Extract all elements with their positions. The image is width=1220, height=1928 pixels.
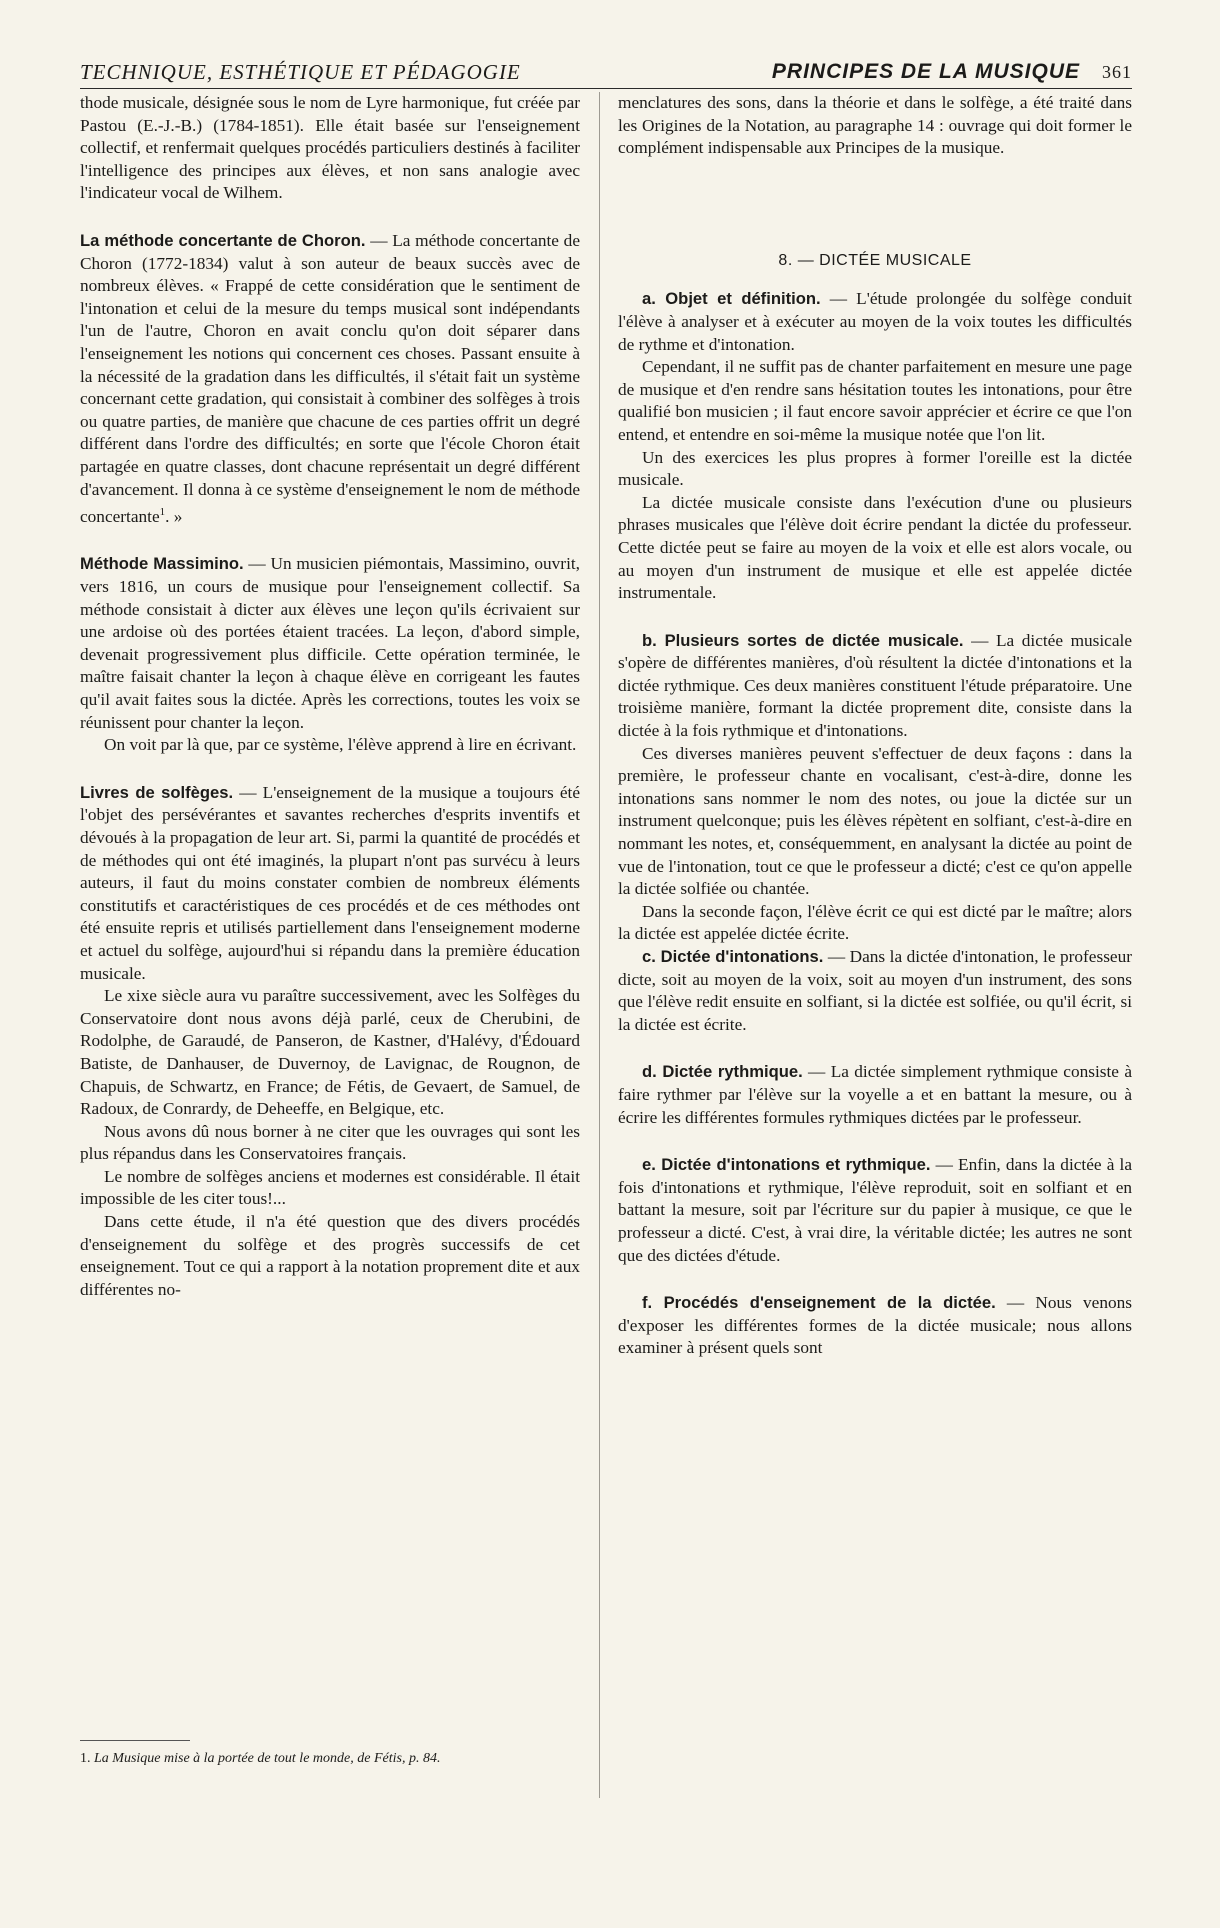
paragraph-exercices: Un des exercices les plus propres à former l'oreille est la dictée musicale. <box>618 447 1132 490</box>
paragraph-intonations-rythmique: e. Dictée d'intonations et rythmique. — Enfin, dans la dictée à la fois d'intonations et rythmique, l'élève reproduit, soit en solfiant et en battant la mesure, soit par l'écriture sur du papier à musique, ce que le professeur a dicté. C'est, à vrai dire, la véritable dictée; les autres ne sont que des dictées d'étude. <box>618 1155 1132 1265</box>
heading-massimino: Méthode Massimino. <box>80 554 244 574</box>
paragraph-nomenclatures: menclatures des sons, dans la théorie et dans le solfège, a été traité dans les Origines de la Notation, au paragraphe 14 : ouvrage qui doit former le complément indispensable aux Principes de la musique. <box>618 93 1132 158</box>
header-left-title: TECHNIQUE, ESTHÉTIQUE ET PÉDAGOGIE <box>80 60 521 84</box>
paragraph-cependant: Cependant, il ne suffit pas de chanter parfaitement en mesure une page de musique et d'en rendre sans hésitation toutes les intonations, pour être qualifié bon musicien ; il faut encore savoir apprécier et écrire ce que l'on entend, et entendre en soi-même la musique notée que l'on lit. <box>618 357 1132 444</box>
paragraph-massimino: Méthode Massimino. — Un musicien piémontais, Massimino, ouvrit, vers 1816, un cours de musique pour l'enseignement collectif. Sa méthode consistait à dicter aux élèves une leçon qu'ils écrivaient sur une ardoise où des portées étaient tracées. La leçon, d'abord simple, devenait progressivement plus difficile. Cette opération terminée, le maître faisait chanter la leçon à chaque élève en corrigeant les fautes qu'il avait faites sous la dictée. Après les corrections, toutes les voix se réunissent pour chanter la leçon. <box>80 554 580 732</box>
column-divider <box>599 92 600 1798</box>
footnote-reference: 1 <box>159 506 166 519</box>
section-title-dictee: 8. — DICTÉE MUSICALE <box>778 251 972 269</box>
heading-intonations-rythmique: e. Dictée d'intonations et rythmique. <box>642 1155 931 1175</box>
paragraph-intonations: c. Dictée d'intonations. — Dans la dictée d'intonation, le professeur dicte, soit au moyen de la voix, soit au moyen d'un instrument, des sons que l'élève redit ensuite en solfiant, si la dictée est solfiée, ou qu'il écrit, si la dictée est écrite. <box>618 947 1132 1034</box>
heading-intonations: c. Dictée d'intonations. <box>642 947 824 966</box>
paragraph-xix-siecle: Le xixe siècle aura vu paraître successivement, avec les Solfèges du Conservatoire dont nous avons déjà parlé, ceux de Cherubini, de Rodolphe, de Garaudé, de Panseron, de Kastner, d'Halévy, d'Édouard Batiste, de Danhauser, de Duvernoy, de Lavignac, de Rougnon, de Chapuis, de Schwartz, en France; de Fétis, de Gevaert, de Samuel, de Radoux, de Conrardy, de Deheeffe, en Belgique, etc. <box>80 986 580 1119</box>
paragraph-lyre: thode musicale, désignée sous le nom de Lyre harmonique, fut créée par Pastou (E.-J.-B.) (1784-1851). Elle était basée sur l'enseignement collectif, et renfermait quelques procédés particuliers destinés à faciliter l'intelligence des principes aux élèves, et non sans analogie avec l'indicateur vocal de Wilhem. <box>80 93 580 203</box>
paragraph-dictee-definition: La dictée musicale consiste dans l'exécution d'une ou plusieurs phrases musicales que l'élève doit écrire pendant la dictée du professeur. Cette dictée peut se faire au moyen de la voix et elle est alors vocale, ou au moyen d'un instrument de musique et elle est appelée dictée instrumentale. <box>618 492 1132 603</box>
heading-procedes: f. Procédés d'enseignement de la dictée. <box>642 1293 996 1313</box>
heading-rythmique: d. Dictée rythmique. <box>642 1062 803 1082</box>
paragraph-solfeges: Livres de solfèges. — L'enseignement de la musique a toujours été l'objet des persévérantes et savantes recherches d'esprits inventifs et dévoués à la propagation de leur art. Si, parmi la quantité de procédés et de méthodes qui ont été imaginés, la plupart n'ont pas survécu à leurs auteurs, il faut du moins constater combien de nombreux éléments constitutifs et caractéristiques de ces procédés et de ces méthodes ont été ensuite repris et utilisés partiellement dans l'enseignement moderne et actuel du solfège, aujourd'hui si répandu dans la première éducation musicale. <box>80 782 580 983</box>
paragraph-procedes: f. Procédés d'enseignement de la dictée. — Nous venons d'exposer les différentes formes de la dictée musicale; nous allons examiner à présent quels sont <box>618 1293 1133 1358</box>
footnote-rule <box>80 1740 190 1741</box>
paragraph-borner: Nous avons dû nous borner à ne citer que les ouvrages qui sont les plus répandus dans les Conservatoires français. <box>80 1121 580 1164</box>
left-column <box>80 92 580 1301</box>
paragraph-nombre: Le nombre de solfèges anciens et modernes est considérable. Il était impossible de les citer tous!... <box>80 1166 580 1209</box>
footnote-text: La Musique mise à la portée de tout le monde, de Fétis, p. 84. <box>94 1751 441 1766</box>
right-column <box>618 92 1132 1360</box>
paragraph-choron: La méthode concertante de Choron. — La méthode concertante de Choron (1772-1834) valut à son auteur de beaux succès avec de nombreux élèves. « Frappé de cette considération que le sentiment de l'intonation et celui de la mesure du temps musical sont indépendants l'un de l'autre, Choron en avait conclu qu'on doit séparer dans l'enseignement les notions qui concernent ces choses. Passant ensuite à la nécessité de la gradation dans les difficultés, il s'était fait un système concernant cette gradation, qui consistait à combiner des solfèges à trois ou quatre parties, de manière que chacune de ces parties offrit un degré différent dans l'ordre des difficultés; en sorte que l'école Choron était partagée en quatre classes, dont chacune représentait un degré différent d'avancement. Il donna à ce système d'enseignement le nom de méthode concertante$^1$. » <box>80 230 580 526</box>
running-header <box>80 58 1132 89</box>
heading-objet: a. Objet et définition. <box>642 289 821 309</box>
heading-choron: La méthode concertante de Choron. <box>80 230 366 250</box>
paragraph-rythmique: d. Dictée rythmique. — La dictée simplement rythmique consiste à faire rythmer par l'élève sur la voyelle a et en battant la mesure, ou à écrire les différentes formules rythmiques dictées par le professeur. <box>618 1062 1132 1127</box>
paragraph-sortes: b. Plusieurs sortes de dictée musicale. — La dictée musicale s'opère de différentes manières, d'où résultent la dictée d'intonations et la dictée rythmique. Ces deux manières constituent l'étude préparatoire. Une troisième manière, formant la dictée proprement dite, consiste dans la dictée à la fois rythmique et d'intonations. <box>618 630 1132 741</box>
heading-solfeges: Livres de solfèges. <box>80 782 234 802</box>
heading-sortes: b. Plusieurs sortes de dictée musicale. <box>642 630 964 650</box>
paragraph-massimino-2: On voit par là que, par ce système, l'élève apprend à lire en écrivant. <box>104 735 577 755</box>
paragraph-facons: Ces diverses manières peuvent s'effectuer de deux façons : dans la première, le professeur chante en vocalisant, c'est-à-dire, donne les intonations sans nommer le nom des notes, ou joue la dictée sur un instrument quelconque; puis les élèves répètent en solfiant, c'est-à-dire en nommant les notes, et, conséquemment, en analysant la dictée au point de vue de l'intonation, tout ce que le professeur a dicté; c'est ce qu'on appelle la dictée solfiée ou chantée. <box>618 743 1132 899</box>
footnote <box>80 1750 580 1768</box>
header-right-title: PRINCIPES DE LA MUSIQUE <box>771 60 1080 83</box>
paragraph-objet: a. Objet et définition. — L'étude prolongée du solfège conduit l'élève à analyser et à exécuter au moyen de la voix toutes les difficultés de rythme et d'intonation. <box>618 289 1132 354</box>
paragraph-seconde-facon: Dans la seconde façon, l'élève écrit ce qui est dicté par le maître; alors la dictée est appelée dictée écrite. <box>618 901 1132 944</box>
footnote-number: 1. <box>80 1751 91 1766</box>
paragraph-etude: Dans cette étude, il n'a été question que des divers procédés d'enseignement du solfège et des progrès successifs de cet enseignement. Tout ce qui a rapport à la notation proprement dite et aux différentes no- <box>80 1212 580 1299</box>
page-number: 361 <box>1102 62 1132 82</box>
